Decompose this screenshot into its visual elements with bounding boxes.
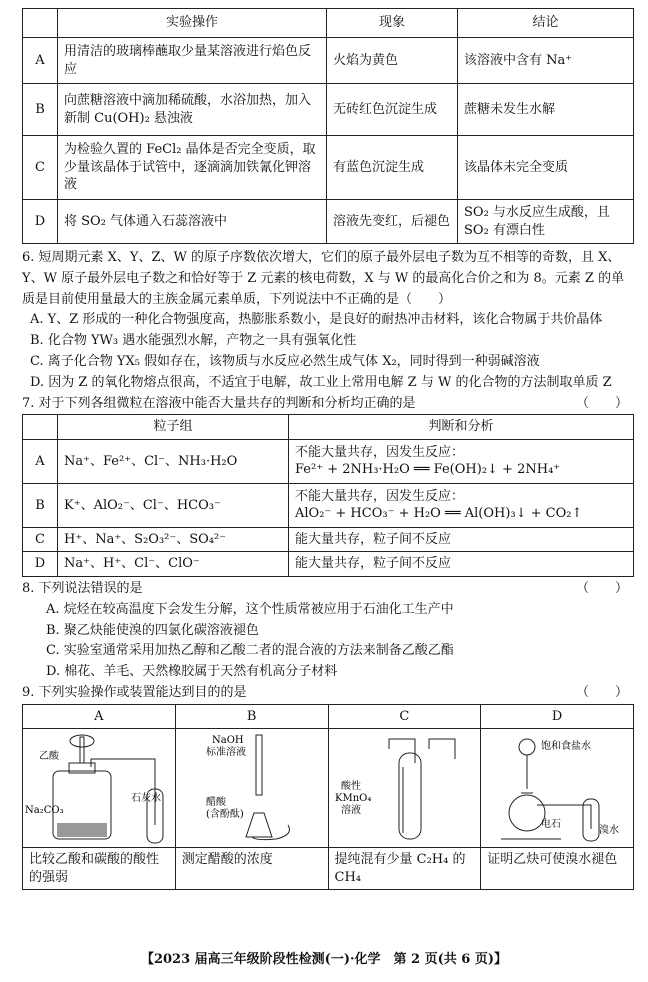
table-row	[23, 552, 634, 577]
ions-cell: H⁺、Na⁺、S₂O₃²⁻、SO₄²⁻	[58, 527, 289, 552]
judgement-text: 不能大量共存，因发生反应：	[295, 488, 465, 504]
row-key: B	[23, 84, 58, 136]
question-stem: 8. 下列说法错误的是	[22, 581, 143, 597]
ions-cell: Na⁺、Fe²⁺、Cl⁻、NH₃·H₂O	[58, 439, 289, 483]
equation: Fe²⁺ + 2NH₃·H₂O ══ Fe(OH)₂↓ + 2NH₄⁺	[295, 462, 561, 478]
table-header: B	[175, 704, 328, 729]
label-b4: (含酚酞)	[205, 809, 244, 821]
label-d3: 溴水	[599, 825, 620, 837]
answer-paren: （ ）	[575, 581, 628, 597]
judgement-cell: 能大量共存，粒子间不反应	[289, 552, 634, 577]
row-key: D	[23, 200, 58, 244]
caption-d: 证明乙炔可使溴水褪色	[481, 848, 634, 890]
diagram-row	[23, 729, 634, 848]
judgement-cell	[289, 439, 634, 483]
label-a1: 乙酸	[39, 751, 59, 763]
row-key: D	[23, 552, 58, 577]
table-header: 现象	[327, 9, 458, 38]
judgement-cell: 能大量共存，粒子间不反应	[289, 527, 634, 552]
row-key: B	[23, 483, 58, 527]
row-key: A	[23, 38, 58, 84]
question-stem: 6. 短周期元素 X、Y、Z、W 的原子序数依次增大，它们的原子最外层电子数为互不相等的奇数，且 X、Y、W 原子最外层电子数之和恰好等于 Z 元素的核电荷数，X 与 W 的最高化合价之和为 8。元素 Z 的单质是目前使用量最大的主族金属元素单质，下列说法中不正确的是（ ）	[22, 250, 625, 307]
option-d: D. 棉花、羊毛、天然橡胶属于天然有机高分子材料	[46, 664, 338, 680]
table-row	[23, 439, 634, 483]
option-a: A. 烷烃在较高温度下会发生分解，这个性质常被应用于石油化工生产中	[46, 601, 454, 617]
row-key: C	[23, 527, 58, 552]
equation: AlO₂⁻ + HCO₃⁻ + H₂O ══ Al(OH)₃↓ + CO₂↑	[295, 506, 583, 522]
operation-cell: 为检验久置的 FeCl₂ 晶体是否完全变质，取少量该晶体于试管中，逐滴滴加铁氰化钾溶液	[58, 136, 327, 200]
question-stem: 9. 下列实验操作或装置能达到目的的是	[22, 685, 247, 700]
table-header: A	[23, 704, 176, 729]
option-a: A. Y、Z 形成的一种化合物强度高，热膨胀系数小，是良好的耐热冲击材料，该化合物属于共价晶体	[30, 312, 603, 328]
judgement-cell	[289, 483, 634, 527]
apparatus-b-svg	[176, 729, 328, 847]
conclusion-cell: 蔗糖未发生水解	[458, 84, 634, 136]
operation-cell: 将 SO₂ 气体通入石蕊溶液中	[58, 200, 327, 244]
table-header: 判断和分析	[289, 415, 634, 440]
answer-paren: （ ）	[575, 395, 628, 411]
page-footer: 【2023 届高三年级阶段性检测(一)·化学 第 2 页(共 6 页)】	[140, 952, 508, 967]
label-b3: 醋酸	[205, 797, 226, 809]
ions-cell: Na⁺、H⁺、Cl⁻、ClO⁻	[58, 552, 289, 577]
table-header-row	[23, 415, 634, 440]
question-stem: 7. 对于下列各组微粒在溶液中能否大量共存的判断和分析均正确的是	[22, 395, 416, 411]
table-header: 粒子组	[58, 415, 289, 440]
label-d2: 电石	[541, 819, 562, 831]
question-8	[22, 579, 634, 683]
phenomenon-cell: 火焰为黄色	[327, 38, 458, 84]
ion-table	[22, 414, 634, 577]
caption-row	[23, 848, 634, 890]
option-c: C. 实验室通常采用加热乙醇和乙酸二者的混合液的方法来制备乙酸乙酯	[46, 643, 454, 659]
table-header: D	[481, 704, 634, 729]
table-row	[23, 200, 634, 244]
operation-cell: 用清洁的玻璃棒蘸取少量某溶液进行焰色反应	[58, 38, 327, 84]
apparatus-d-diagram	[481, 729, 634, 848]
apparatus-c-svg	[329, 729, 481, 847]
option-b: B. 聚乙炔能使溴的四氯化碳溶液褪色	[46, 622, 259, 638]
label-c2: KMnO₄	[334, 793, 371, 805]
conclusion-cell: SO₂ 与水反应生成酸，且 SO₂ 有漂白性	[458, 200, 634, 244]
phenomenon-cell: 有蓝色沉淀生成	[327, 136, 458, 200]
apparatus-a-svg	[23, 729, 175, 847]
table-row	[23, 483, 634, 527]
table-row	[23, 38, 634, 84]
label-a2: Na₂CO₃	[25, 805, 64, 817]
table-header-row	[23, 9, 634, 38]
option-d: D. 因为 Z 的氧化物熔点很高，不适宜于电解，故工业上常用电解 Z 与 W 的化合物的方法制取单质 Z	[30, 374, 612, 390]
label-d1: 饱和食盐水	[541, 741, 592, 753]
table-row	[23, 527, 634, 552]
table-header-row	[23, 704, 634, 729]
apparatus-table	[22, 704, 634, 891]
question-6	[22, 248, 634, 394]
label-b1: NaOH	[211, 735, 244, 747]
option-c: C. 离子化合物 YX₅ 假如存在，该物质与水反应必然生成气体 X₂，同时得到一种弱碱溶液	[30, 353, 540, 369]
apparatus-d-svg	[481, 729, 633, 847]
table-row	[23, 84, 634, 136]
row-key: A	[23, 439, 58, 483]
apparatus-b-diagram	[175, 729, 328, 848]
page-content	[22, 8, 634, 890]
caption-c: 提纯混有少量 C₂H₄ 的 CH₄	[328, 848, 481, 890]
question-7	[22, 394, 634, 577]
label-c1: 酸性	[340, 781, 361, 793]
row-key: C	[23, 136, 58, 200]
table-header	[23, 415, 58, 440]
option-b: B. 化合物 YW₃ 遇水能强烈水解，产物之一具有强氧化性	[30, 333, 357, 349]
table-header	[23, 9, 58, 38]
table-header: 结论	[458, 9, 634, 38]
question-9	[22, 683, 634, 890]
label-a3: 石灰水	[131, 793, 161, 805]
operation-cell: 向蔗糖溶液中滴加稀硫酸，水浴加热，加入新制 Cu(OH)₂ 悬浊液	[58, 84, 327, 136]
apparatus-c-diagram	[328, 729, 481, 848]
table-header: C	[328, 704, 481, 729]
caption-b: 测定醋酸的浓度	[175, 848, 328, 890]
ions-cell: K⁺、AlO₂⁻、Cl⁻、HCO₃⁻	[58, 483, 289, 527]
label-c3: 溶液	[340, 805, 361, 817]
table-header: 实验操作	[58, 9, 327, 38]
phenomenon-cell: 溶液先变红，后褪色	[327, 200, 458, 244]
phenomenon-cell: 无砖红色沉淀生成	[327, 84, 458, 136]
table-row	[23, 136, 634, 200]
label-b2: 标准溶液	[205, 747, 246, 759]
conclusion-cell: 该晶体未完全变质	[458, 136, 634, 200]
judgement-text: 不能大量共存，因发生反应：	[295, 444, 465, 460]
caption-a: 比较乙酸和碳酸的酸性的强弱	[23, 848, 176, 890]
experiment-table	[22, 8, 634, 244]
answer-paren: （ ）	[575, 685, 628, 700]
conclusion-cell: 该溶液中含有 Na⁺	[458, 38, 634, 84]
apparatus-a-diagram	[23, 729, 176, 848]
